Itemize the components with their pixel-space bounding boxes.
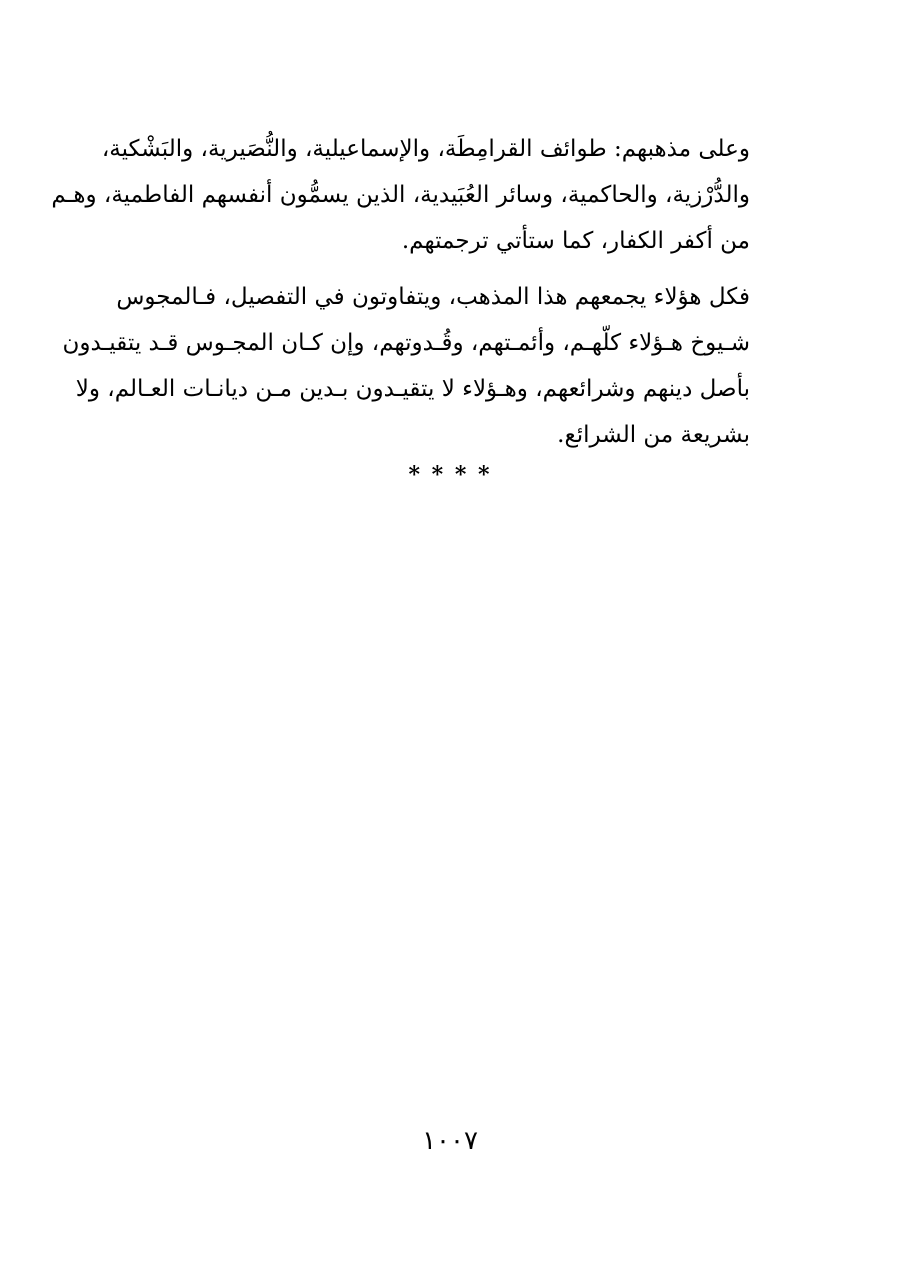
body-text <box>51 126 786 468</box>
paragraph-1 <box>51 126 786 264</box>
page-number: ١٠٠٧ <box>422 1126 478 1156</box>
text-line: من أكفر الكفار، كما ستأتي ترجمتهم. <box>401 228 750 254</box>
paragraph-2 <box>62 274 786 458</box>
text-line: بشريعة من الشرائع. <box>557 422 750 448</box>
section-separator: * * * * <box>408 462 492 488</box>
text-line: شـيوخ هـؤلاء كلّهـم، وأئمـتهم، وقُـدوتهم، وإن كـان المجـوس قـد يتقيـدون <box>62 330 750 356</box>
text-line: فكل هؤلاء يجمعهم هذا المذهب، ويتفاوتون في التفصيل، فـالمجوس <box>116 284 750 310</box>
text-line: بأصل دينهم وشرائعهم، وهـؤلاء لا يتقيـدون بـدين مـن ديانـات العـالم، ولا <box>75 376 750 402</box>
text-line: وعلى مذهبهم: طوائف القرامِطَة، والإسماعيلية، والنُّصَيرية، والبَشْكية، <box>101 136 750 162</box>
text-line: والدُّرْزية، والحاكمية، وسائر العُبَيدية، الذين يسمُّون أنفسهم الفاطمية، وهـم <box>51 182 750 208</box>
